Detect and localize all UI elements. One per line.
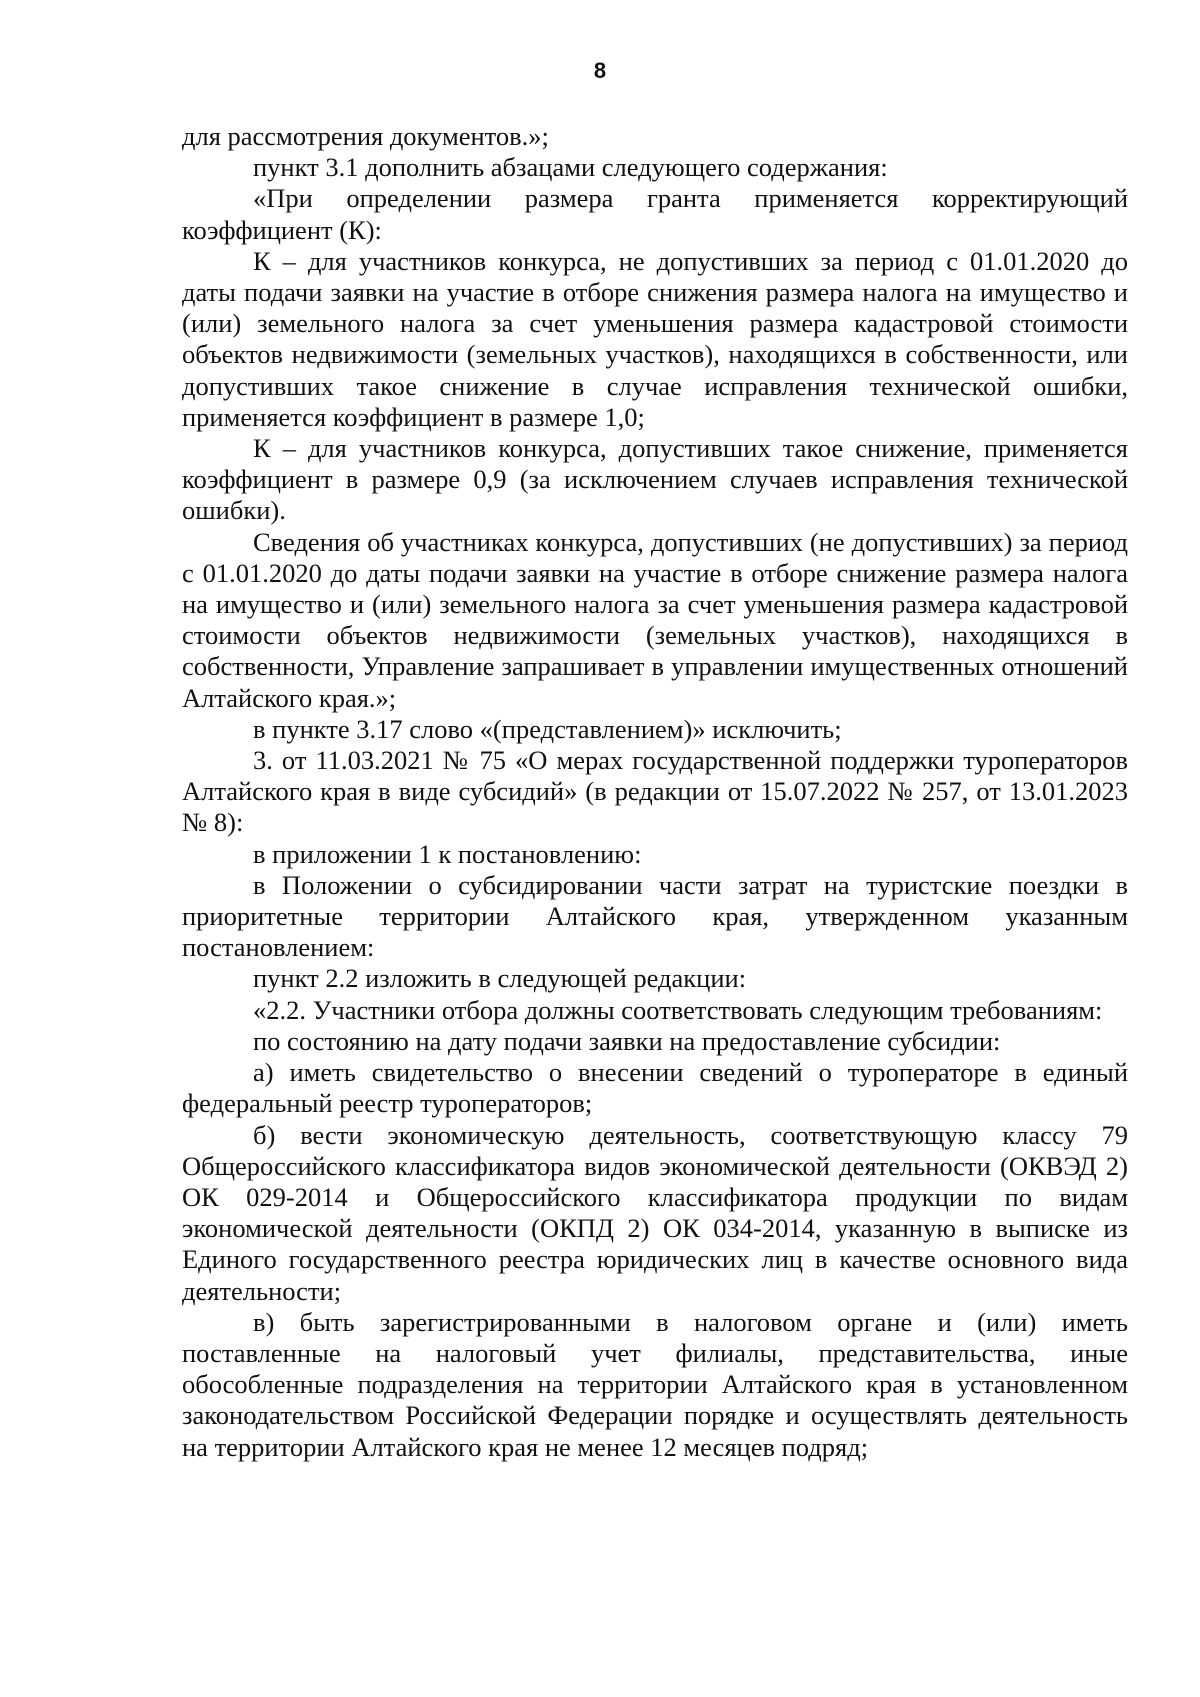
paragraph: в приложении 1 к постановлению:	[253, 838, 642, 869]
paragraph: «При определении размера гранта применяется корректирующий коэффициент (К):	[182, 183, 1128, 245]
paragraph: «2.2. Участники отбора должны соответствовать следующим требованиям:	[253, 994, 1103, 1025]
document-body	[182, 121, 1128, 1463]
paragraph: в Положении о субсидировании части затрат на туристские поездки в приоритетные территории Алтайского края, утвержденном указанным постановлением:	[182, 869, 1128, 963]
paragraph: Сведения об участниках конкурса, допустивших (не допустивших) за период с 01.01.2020 до даты подачи заявки на участие в отборе снижение размера налога на имущество и (или) земельного налога за счет уменьшения размера кадастровой стоимости объектов недвижимости (земельных участков), находящихся в собственности, Управление запрашивает в управлении имущественных отношений Алтайского края.»;	[182, 526, 1128, 713]
paragraph: К – для участников конкурса, допустивших такое снижение, применяется коэффициент в размере 0,9 (за исключением случаев исправления технической ошибки).	[182, 433, 1128, 526]
paragraph: 3. от 11.03.2021 № 75 «О мерах государственной поддержки туроператоров Алтайского края в виде субсидий» (в редакции от 15.07.2022 № 257, от 13.01.2023 № 8):	[182, 745, 1128, 838]
paragraph: б) вести экономическую деятельность, соответствующую классу 79 Общероссийского классификатора видов экономической деятельности (ОКВЭД 2) ОК 029-2014 и Общероссийского классификатора продукции по видам экономической деятельности (ОКПД 2) ОК 034-2014, указанную в выписке из Единого государственного реестра юридических лиц в качестве основного вида деятельности;	[182, 1119, 1128, 1306]
paragraph: а) иметь свидетельство о внесении сведений о туроператоре в единый федеральный реестр туроператоров;	[182, 1057, 1128, 1119]
paragraph: в) быть зарегистрированными в налоговом органе и (или) иметь поставленные на налоговый учет филиалы, представительства, иные обособленные подразделения на территории Алтайского края в установленном законодательством Российской Федерации порядке и осуществлять деятельность на территории Алтайского края не менее 12 месяцев подряд;	[182, 1306, 1128, 1462]
paragraph: по состоянию на дату подачи заявки на предоставление субсидии:	[253, 1025, 1001, 1056]
paragraph: К – для участников конкурса, не допустивших за период с 01.01.2020 до даты подачи заявки на участие в отборе снижения размера налога на имущество и (или) земельного налога за счет уменьшения размера кадастровой стоимости объектов недвижимости (земельных участков), находящихся в собственности, или допустивших такое снижение в случае исправления технической ошибки, применяется коэффициент в размере 1,0;	[182, 245, 1128, 432]
paragraph: пункт 3.1 дополнить абзацами следующего содержания:	[253, 152, 888, 183]
paragraph: в пункте 3.17 слово «(представлением)» исключить;	[253, 713, 842, 744]
paragraph: для рассмотрения документов.»;	[182, 121, 549, 151]
page-number: 8	[593, 58, 607, 83]
paragraph: пункт 2.2 изложить в следующей редакции:	[253, 963, 747, 994]
